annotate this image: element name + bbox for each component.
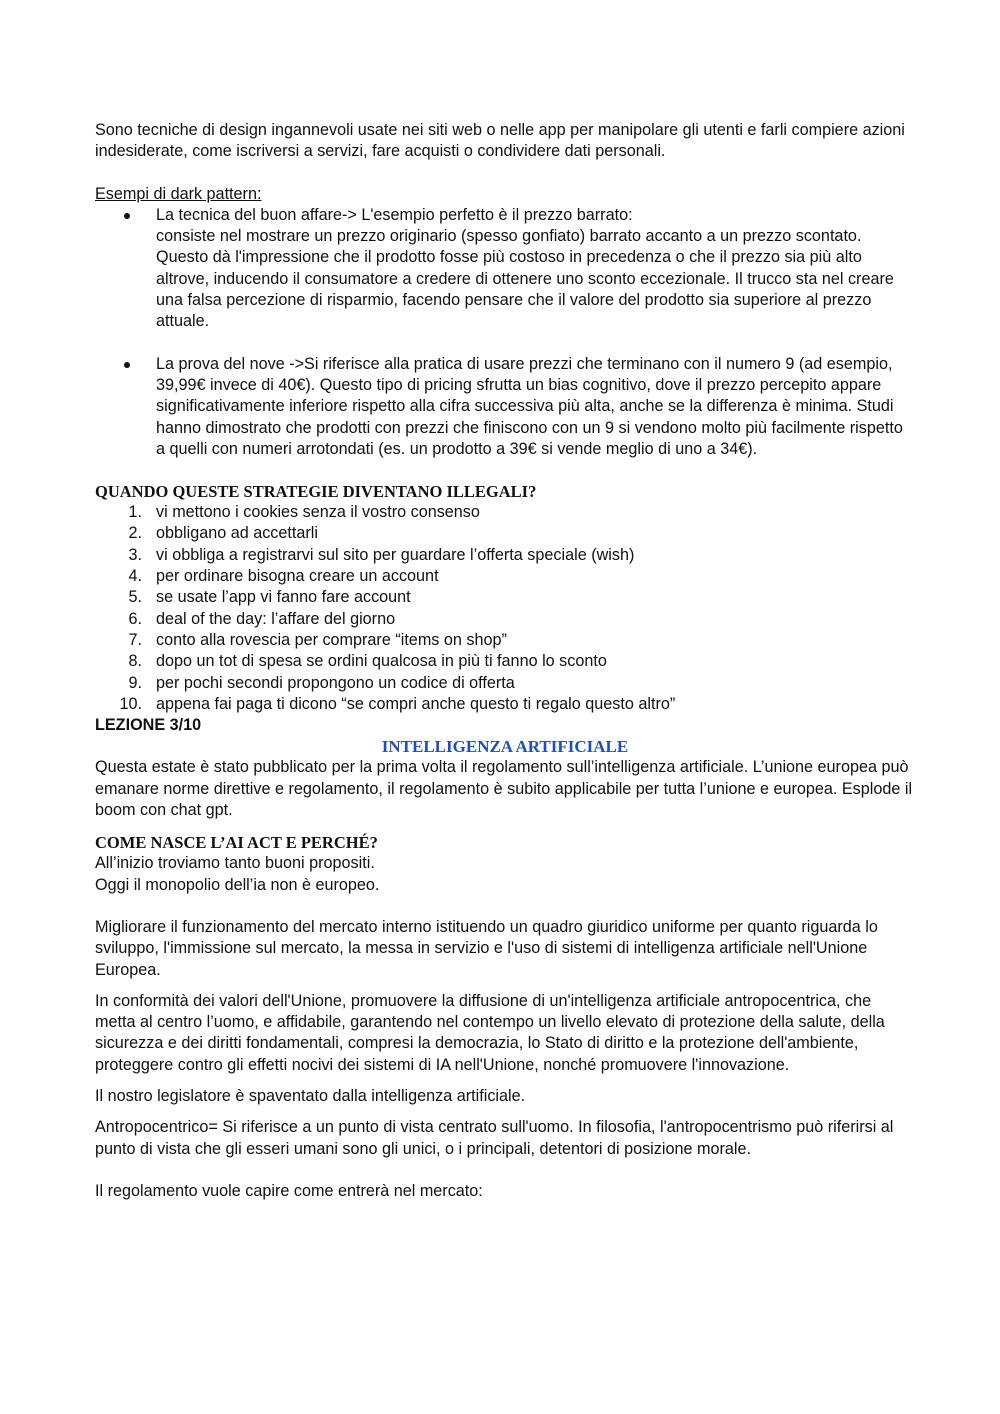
- ai-intro-paragraph: Questa estate è stato pubblicato per la prima volta il regolamento sull’intelligenza artificiale. L’unione europea può emanare norme direttive e regolamento, il regolamento è subito applicabile per tutta l’unione e europea. Esplode il boom con chat gpt.: [95, 758, 913, 820]
- item-number: 2.: [128, 524, 142, 543]
- illegal-list: [95, 502, 915, 715]
- item-text: appena fai paga ti dicono “se compri anche questo ti regalo questo altro”: [156, 694, 676, 713]
- examples-heading: Esempi di dark pattern:: [95, 184, 262, 203]
- lesson-label: LEZIONE 3/10: [95, 716, 202, 735]
- anthropocentric-paragraph: Antropocentrico= Si riferisce a un punto di vista centrato sull'uomo. In filosofia, l'antropocentrismo può riferirsi al punto di vista che gli esseri umani sono gli unici, o i principali, detentori di posizione morale.: [95, 1118, 894, 1158]
- examples-list: [95, 205, 915, 460]
- item-number: 8.: [128, 652, 142, 671]
- values-paragraph: In conformità dei valori dell'Unione, promuovere la diffusione di un'intelligenza artificiale antropocentrica, che metta al centro l’uomo, e affidabile, garantendo nel contempo un livello elevato di protezione della salute, della sicurezza e dei diritti fondamentali, compresi la democrazia, lo Stato di diritto e la protezione dell'ambiente, proteggere contro gli effetti nocivi dei sistemi di IA nell'Unione, nonché promuovere l'innovazione.: [95, 991, 885, 1074]
- item-text: obbligano ad accettarli: [156, 524, 318, 543]
- intro-paragraph: Sono tecniche di design ingannevoli usate nei siti web o nelle app per manipolare gli utenti e farli compiere azioni indesiderate, come iscriversi a servizi, fare acquisti o condividere dati personali.: [95, 121, 905, 161]
- item-number: 6.: [128, 609, 142, 628]
- market-paragraph: Migliorare il funzionamento del mercato interno istituendo un quadro giuridico uniforme per quanto riguarda lo sviluppo, l'immissione sul mercato, la messa in servizio e l'uso di sistemi di intelligenza artificiale nell'Unione Europea.: [95, 917, 878, 979]
- item-text: se usate l’app vi fanno fare account: [156, 588, 411, 607]
- list-item: [95, 609, 915, 630]
- list-item: [95, 651, 915, 672]
- regulation-paragraph: Il regolamento vuole capire come entrerà nel mercato:: [95, 1181, 483, 1200]
- item-text: dopo un tot di spesa se ordini qualcosa in più ti fanno lo sconto: [156, 652, 607, 671]
- example-body: La prova del nove ->Si riferisce alla pratica di usare prezzi che terminano con il numero 9 (ad esempio, 39,99€ invece di 40€). Questo tipo di pricing sfrutta un bias cognitivo, dove il prezzo percepito appare significativamente inferiore rispetto alla cifra successiva più alta, anche se la differenza è minima. Studi hanno dimostrato che prodotti con prezzi che finiscono con un 9 si vendono molto più facilmente rispetto a quelli con numeri arrotondati (es. un prodotto a 39€ si vende meglio di uno a 34€).: [156, 354, 903, 458]
- item-text: per pochi secondi propongono un codice di offerta: [156, 673, 515, 692]
- item-number: 5.: [128, 588, 142, 607]
- item-text: vi mettono i cookies senza il vostro consenso: [156, 503, 480, 522]
- list-item: [95, 523, 915, 544]
- list-item: [95, 205, 915, 333]
- list-item: [95, 545, 915, 566]
- item-number: 7.: [128, 630, 142, 649]
- illegal-heading: QUANDO QUESTE STRATEGIE DIVENTANO ILLEGALI?: [95, 482, 537, 502]
- document-page: [95, 120, 915, 1202]
- item-text: vi obbliga a registrarvi sul sito per guardare l’offerta speciale (wish): [156, 545, 635, 564]
- item-number: 3.: [128, 545, 142, 564]
- example-body: consiste nel mostrare un prezzo originario (spesso gonfiato) barrato accanto a un prezzo scontato. Questo dà l'impressione che il prodotto fosse più costoso in precedenza o che il prezzo sia più alto altrove, inducendo il consumatore a credere di ottenere uno sconto eccezionale. Il trucco sta nel creare una falsa percezione di risparmio, facendo pensare che il valore del prodotto sia superiore al prezzo attuale.: [156, 227, 894, 331]
- item-number: 9.: [128, 673, 142, 692]
- list-item: [95, 694, 915, 715]
- item-text: per ordinare bisogna creare un account: [156, 567, 439, 586]
- list-item: [95, 502, 915, 523]
- list-item: [95, 354, 915, 460]
- aiact-heading: COME NASCE L’AI ACT E PERCHÉ?: [95, 833, 378, 853]
- item-text: deal of the day: l’affare del giorno: [156, 609, 396, 628]
- item-number: 1.: [128, 503, 142, 522]
- item-number: 4.: [128, 567, 142, 586]
- list-item: [95, 630, 915, 651]
- list-item: [95, 673, 915, 694]
- section-title: INTELLIGENZA ARTIFICIALE: [381, 737, 629, 757]
- legislator-paragraph: Il nostro legislatore è spaventato dalla intelligenza artificiale.: [95, 1086, 526, 1105]
- aiact-line: Oggi il monopolio dell’ia non è europeo.: [95, 875, 380, 894]
- aiact-line: All’inizio troviamo tanto buoni propositi.: [95, 854, 375, 873]
- list-item: [95, 587, 915, 608]
- list-item: [95, 566, 915, 587]
- item-number: 10.: [119, 694, 142, 713]
- example-title: La tecnica del buon affare-> L'esempio perfetto è il prezzo barrato:: [156, 205, 633, 224]
- item-text: conto alla rovescia per comprare “items on shop”: [156, 630, 507, 649]
- bullet-icon: [124, 213, 130, 219]
- bullet-icon: [124, 362, 130, 368]
